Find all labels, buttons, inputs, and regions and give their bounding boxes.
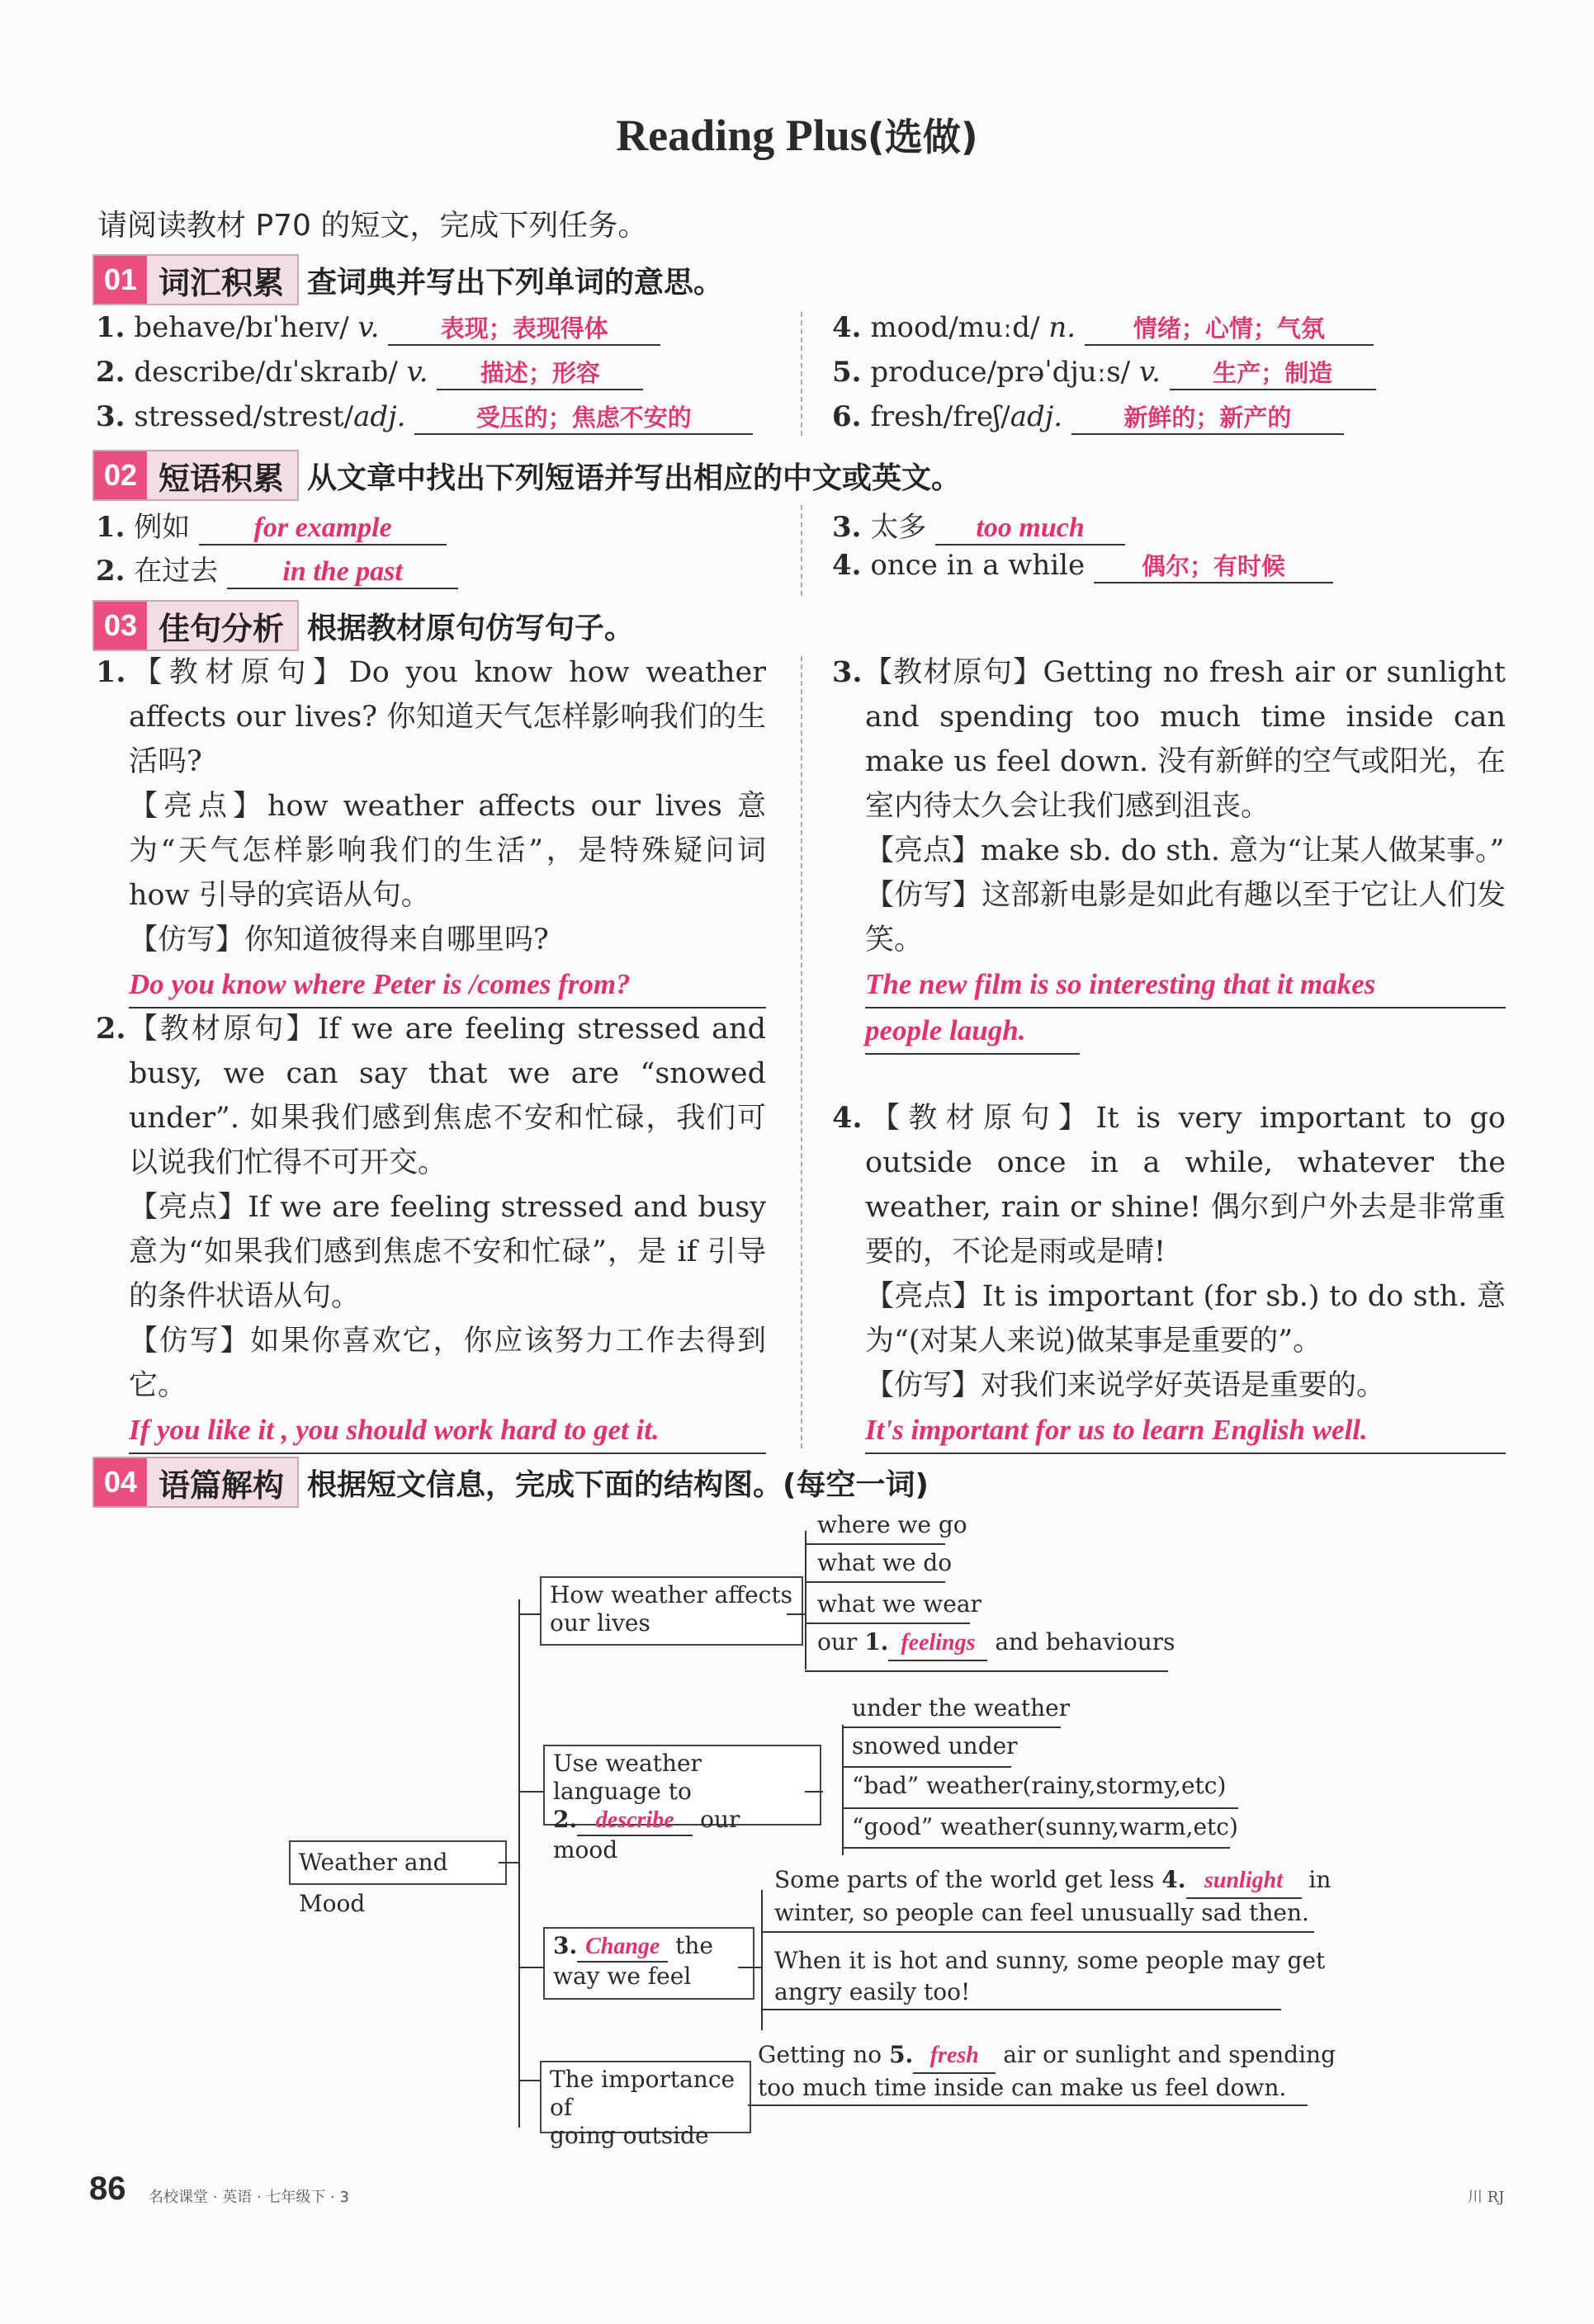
branch-1-box: How weather affects our lives bbox=[540, 1576, 803, 1646]
b2-leaf-3-line bbox=[842, 1807, 1238, 1809]
column-divider-3 bbox=[801, 656, 802, 1448]
b3-leaf-1-line bbox=[761, 1931, 1314, 1933]
phrase-answer-4: 偶尔；有时候 bbox=[1141, 552, 1285, 580]
b4-label-2: going outside bbox=[550, 2122, 709, 2149]
b1-leaf-4: our 1. feelings and behaviours bbox=[817, 1626, 1175, 1661]
phrase-item-1: 1. 例如 for example bbox=[96, 504, 447, 546]
sentence-answer-4: It's important for us to learn English well. bbox=[865, 1408, 1506, 1454]
b3-leaf-2-line-2: angry easily too! bbox=[774, 1978, 971, 2005]
section-1-header bbox=[92, 254, 723, 305]
diagram-answer-5: fresh bbox=[913, 2039, 996, 2074]
vocab-answer-2: 描述；形容 bbox=[480, 359, 600, 387]
section-2-number: 02 bbox=[94, 451, 147, 499]
section-1-number: 01 bbox=[94, 256, 147, 304]
phrase-item-4: 4. once in a while 偶尔；有时候 bbox=[832, 548, 1333, 583]
phrase-item-2: 2. 在过去 in the past bbox=[96, 548, 458, 589]
b1-leaf-2: what we do bbox=[817, 1549, 953, 1576]
vocab-item-4: 4. mood/muːd/ n. 情绪；心情；气氛 bbox=[832, 310, 1374, 346]
vocab-answer-6: 新鲜的；新产的 bbox=[1123, 404, 1292, 432]
section-4-name: 语篇解构 bbox=[158, 1467, 285, 1504]
branch-2-trunk bbox=[842, 1725, 844, 1855]
branch-2-out bbox=[805, 1791, 823, 1793]
phrase-answer-3: too much bbox=[976, 513, 1085, 543]
b3-leaf-2: When it is hot and sunny, some people may get bbox=[774, 1947, 1326, 1974]
sentence-q3: 3.【教材原句】Getting no fresh air or sunlight and spending too much time inside can make us feel down. 没有新鲜的空气或阳光，在室内待太久会让我们感到沮丧。 【亮点】make sb. do sth. 意为“让某人做某事。” 【仿写】这部新电影是如此有趣以至于它让人们发笑。 The new film is so interesting that it makes people laugh. bbox=[832, 650, 1506, 1055]
sentence-q1: 1.【教材原句】Do you know how weather affects our lives? 你知道天气怎样影响我们的生活吗? 【亮点】how weather affects our lives 意为“天气怎样影响我们的生活”，是特殊疑问词 how 引导的宾语从句。 【仿写】你知道彼得来自哪里吗? Do you know where Peter is /comes from? bbox=[96, 650, 766, 1008]
column-divider-2 bbox=[801, 505, 802, 596]
diagram-answer-3: Change bbox=[577, 1933, 668, 1963]
vocab-answer-3: 受压的；焦虑不安的 bbox=[475, 404, 692, 432]
intro-text: 请阅读教材 P70 的短文，完成下列任务。 bbox=[97, 209, 648, 243]
branch-4-connector bbox=[518, 2080, 540, 2081]
b2-leaf-3: “bad” weather(rainy,stormy,etc) bbox=[852, 1772, 1227, 1799]
b2-leaf-2-line bbox=[842, 1766, 1011, 1768]
vocab-answer-4: 情绪；心情；气氛 bbox=[1133, 314, 1325, 342]
vocab-answer-1: 表现；表现得体 bbox=[440, 314, 608, 342]
title-main: Reading Plus bbox=[616, 111, 868, 160]
b4-leaf: Getting no 5. fresh air or sunlight and spending bbox=[758, 2038, 1336, 2074]
b1-leaf-1-line bbox=[805, 1543, 945, 1545]
section-3-header bbox=[92, 600, 634, 651]
branch-3-out bbox=[738, 1967, 761, 1968]
b2-label: Use weather language to bbox=[553, 1750, 702, 1805]
section-3-name: 佳句分析 bbox=[158, 610, 285, 647]
branch-1-out bbox=[787, 1613, 805, 1615]
b4-label-1: The importance of bbox=[550, 2066, 736, 2121]
b1-leaf-3: what we wear bbox=[817, 1590, 981, 1618]
section-4-header bbox=[92, 1457, 929, 1508]
section-4-instruction: 根据短文信息，完成下面的结构图。(每空一词) bbox=[307, 1467, 929, 1502]
footer-right: 川 RJ bbox=[1468, 2189, 1505, 2206]
column-divider bbox=[801, 312, 802, 436]
phrase-answer-2: in the past bbox=[282, 556, 403, 587]
sentence-answer-3a: The new film is so interesting that it makes bbox=[865, 962, 1506, 1008]
vocab-item-1: 1. behave/bɪˈheɪv/ v. 表现；表现得体 bbox=[96, 310, 660, 346]
sentence-answer-1: Do you know where Peter is /comes from? bbox=[129, 962, 766, 1008]
sentence-q4: 4.【教材原句】It is very important to go outside once in a while, whatever the weather, rain or shine! 偶尔到户外去是非常重要的，不论是雨或是晴! 【亮点】It is important (for sb.) to do sth. 意为“(对某人来说)做某事是重要的”。 【仿写】对我们来说学好英语是重要的。 It's important for us to learn English well. bbox=[832, 1096, 1506, 1454]
diagram-answer-2: describe bbox=[577, 1807, 693, 1836]
vocab-item-3: 3. stressed/strest/adj. 受压的；焦虑不安的 bbox=[96, 399, 753, 435]
b2-leaf-1-line bbox=[842, 1726, 1061, 1728]
section-2-name: 短语积累 bbox=[158, 460, 285, 497]
b2-leaf-1: under the weather bbox=[852, 1694, 1071, 1722]
page-title bbox=[0, 107, 1594, 162]
b3-line-2: way we feel bbox=[553, 1963, 692, 1990]
diagram-root: Weather and Mood bbox=[289, 1840, 507, 1885]
branch-2-connector bbox=[518, 1791, 543, 1793]
section-1-badge bbox=[92, 254, 299, 305]
b2-leaf-2: snowed under bbox=[852, 1732, 1018, 1760]
section-4-number: 04 bbox=[94, 1458, 147, 1506]
b1-leaf-2-line bbox=[805, 1581, 945, 1583]
branch-3-box: 3. Change the way we feel bbox=[543, 1927, 754, 2000]
b2-leaf-4: “good” weather(sunny,warm,etc) bbox=[852, 1813, 1238, 1840]
b3-leaf-2-line bbox=[761, 2009, 1281, 2010]
main-trunk bbox=[518, 1599, 520, 2128]
section-2-header bbox=[92, 450, 961, 501]
vocab-answer-5: 生产；制造 bbox=[1213, 359, 1333, 387]
b2-leaf-4-line bbox=[842, 1847, 1230, 1849]
sentence-q2: 2.【教材原句】If we are feeling stressed and busy, we can say that we are “snowed under”. 如果我们感到焦虑不安和忙碌，我们可以说我们忙得不可开交。 【亮点】If we are feeling stressed and busy 意为“如果我们感到焦虑不安和忙碌”，是 if 引导的条件状语从句。 【仿写】如果你喜欢它，你应该努力工作去得到它。 If you like it , you should work hard to get it. bbox=[96, 1007, 766, 1454]
footer-text: 名校课堂 · 英语 · 七年级下 · 3 bbox=[149, 2189, 349, 2206]
phrase-answer-1: for example bbox=[253, 513, 392, 543]
b3-leaf-1-line-2: winter, so people can feel unusually sad then. bbox=[774, 1899, 1309, 1926]
section-2-badge bbox=[92, 450, 299, 501]
phrase-item-3: 3. 太多 too much bbox=[832, 504, 1125, 546]
branch-4-box bbox=[540, 2061, 751, 2149]
root-connector bbox=[499, 1862, 520, 1863]
section-2-instruction: 从文章中找出下列短语并写出相应的中文或英文。 bbox=[307, 461, 962, 495]
sentence-answer-3b: people laugh. bbox=[865, 1008, 1080, 1055]
b4-leaf-line-2: too much time inside can make us feel down. bbox=[758, 2074, 1287, 2101]
section-3-instruction: 根据教材原句仿写句子。 bbox=[307, 611, 635, 645]
section-1-name: 词汇积累 bbox=[158, 264, 285, 301]
branch-1-trunk bbox=[805, 1531, 806, 1670]
b1-leaf-4-line bbox=[805, 1670, 1168, 1672]
b3-leaf-1: Some parts of the world get less 4. sunlight in bbox=[774, 1863, 1331, 1899]
vocab-item-6: 6. fresh/freʃ/adj. 新鲜的；新产的 bbox=[832, 399, 1344, 435]
section-1-instruction: 查词典并写出下列单词的意思。 bbox=[307, 265, 724, 300]
vocab-item-5: 5. produce/prəˈdjuːs/ v. 生产；制造 bbox=[832, 355, 1376, 390]
b4-leaf-line bbox=[748, 2104, 1308, 2106]
page-number: 86 bbox=[89, 2170, 126, 2207]
sentence-answer-2: If you like it , you should work hard to get it. bbox=[129, 1408, 766, 1454]
section-3-badge bbox=[92, 600, 299, 651]
section-4-badge bbox=[92, 1457, 299, 1508]
vocab-item-2: 2. describe/dɪˈskraɪb/ v. 描述；形容 bbox=[96, 355, 643, 390]
title-suffix: (选做) bbox=[867, 115, 978, 159]
section-3-number: 03 bbox=[94, 602, 147, 649]
diagram-answer-4: sunlight bbox=[1186, 1864, 1302, 1899]
b1-leaf-3-line bbox=[805, 1623, 970, 1624]
branch-3-connector bbox=[518, 1967, 543, 1968]
branch-2-box: Use weather language to 2. describe our mood bbox=[543, 1745, 821, 1826]
diagram-answer-1: feelings bbox=[888, 1627, 987, 1661]
branch-1-connector bbox=[518, 1613, 540, 1615]
b1-leaf-1: where we go bbox=[817, 1511, 967, 1538]
